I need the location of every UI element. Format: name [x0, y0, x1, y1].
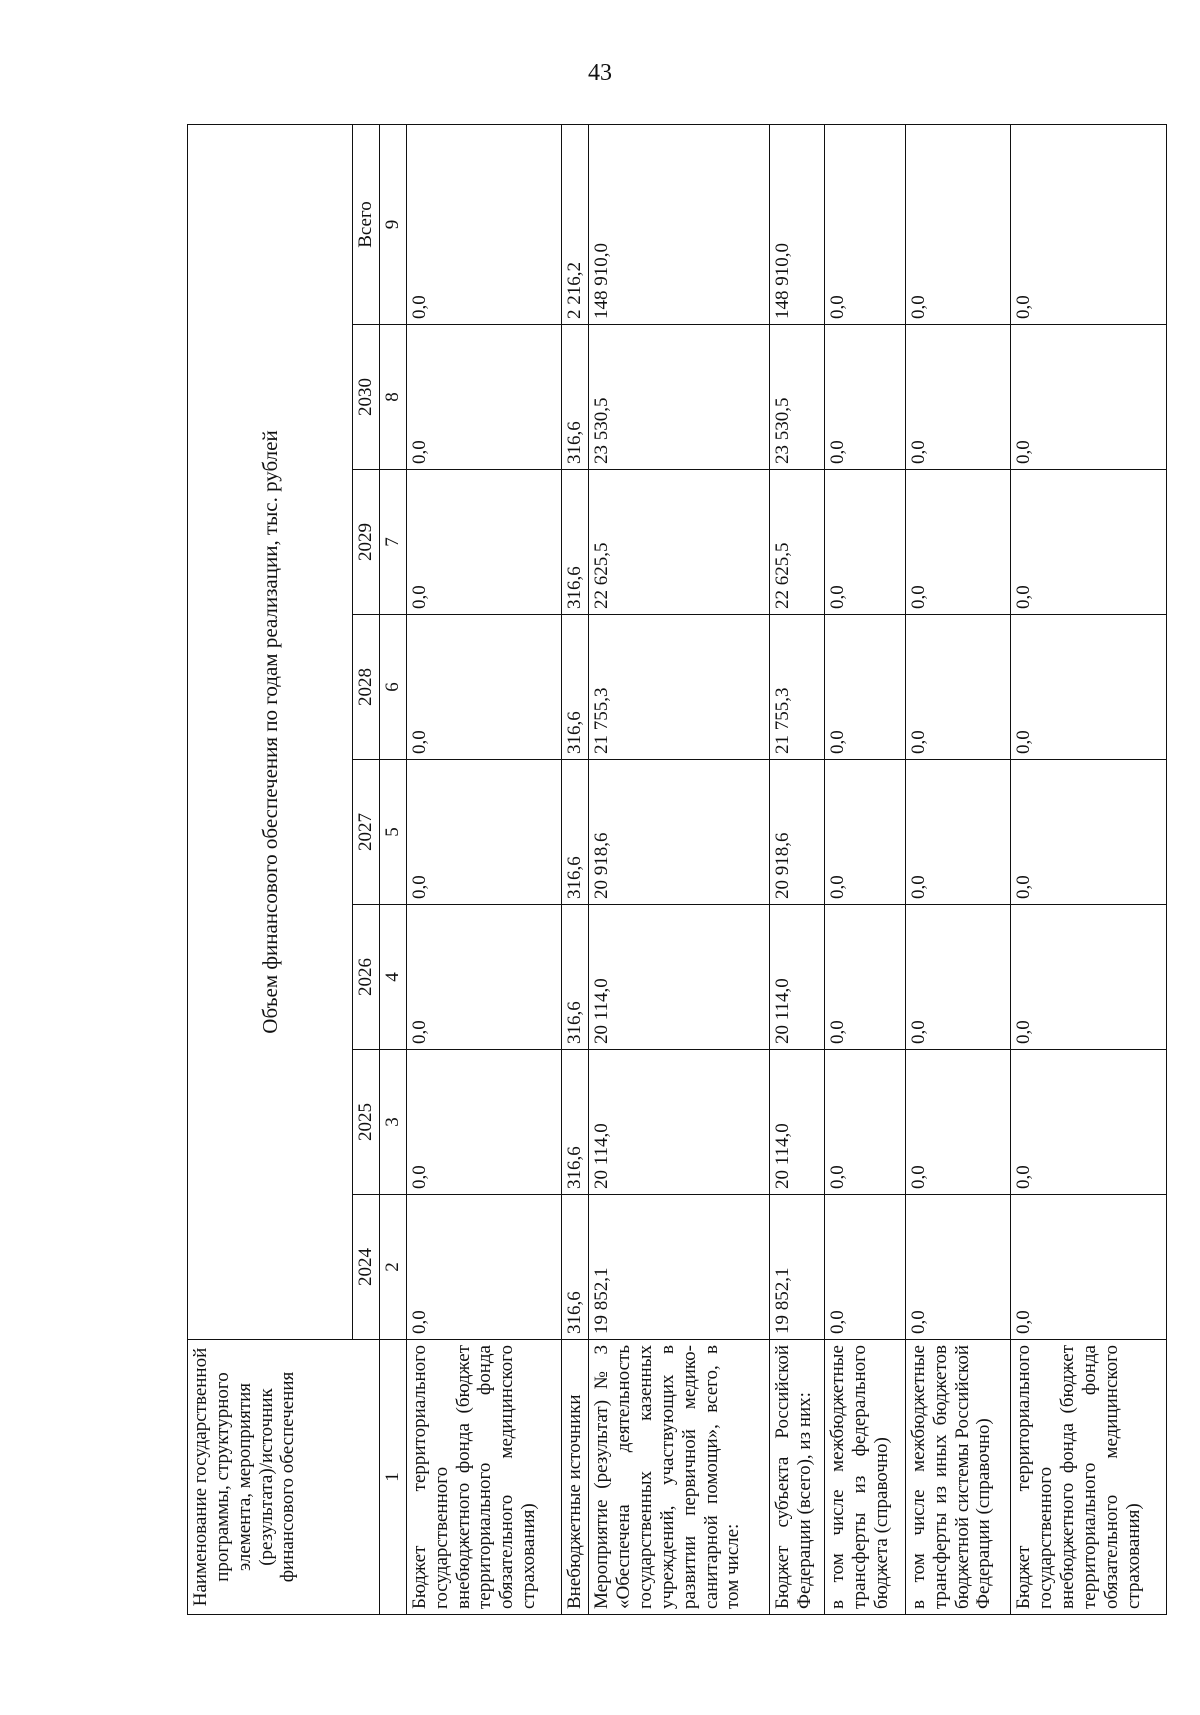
total-header: Всего [353, 124, 380, 324]
value-cell: 0,0 [406, 1195, 561, 1340]
table-row [562, 124, 589, 1614]
value-cell: 2 216,2 [562, 124, 589, 324]
financing-table [187, 124, 1167, 1615]
value-cell: 0,0 [406, 1050, 561, 1195]
value-cell: 0,0 [825, 905, 906, 1050]
value-cell: 316,6 [562, 760, 589, 905]
value-cell: 316,6 [562, 470, 589, 615]
value-cell: 20 114,0 [769, 1050, 825, 1195]
column-index: 3 [380, 1050, 407, 1195]
value-cell: 0,0 [406, 905, 561, 1050]
year-header-2025: 2025 [353, 1050, 380, 1195]
value-cell: 0,0 [905, 1195, 1011, 1340]
name-column-header: Наименование государственной программы, структурного элемента, мероприятия (результата)/источник финансового обеспечения [188, 1340, 380, 1615]
value-cell: 0,0 [1011, 1195, 1167, 1340]
year-header-2029: 2029 [353, 470, 380, 615]
column-index: 9 [380, 124, 407, 324]
value-cell: 0,0 [406, 325, 561, 470]
value-cell: 0,0 [1011, 1050, 1167, 1195]
value-cell: 19 852,1 [589, 1195, 769, 1340]
value-cell: 316,6 [562, 905, 589, 1050]
value-cell: 0,0 [905, 905, 1011, 1050]
column-index: 2 [380, 1195, 407, 1340]
value-cell: 20 918,6 [769, 760, 825, 905]
value-cell: 21 755,3 [769, 615, 825, 760]
rotated-table-wrapper [187, 125, 1167, 1615]
value-cell: 19 852,1 [769, 1195, 825, 1340]
year-header-2030: 2030 [353, 325, 380, 470]
row-label: Мероприятие (результат) № 3 «Обеспечена деятельность государственных казенных учреждений, участвующих в развитии первичной медико-санитарной помощи», всего, в том числе: [589, 1340, 769, 1615]
column-index: 5 [380, 760, 407, 905]
year-header-2027: 2027 [353, 760, 380, 905]
value-cell: 0,0 [825, 325, 906, 470]
value-cell: 20 114,0 [589, 905, 769, 1050]
value-cell: 0,0 [825, 124, 906, 324]
table-row [406, 124, 561, 1614]
value-cell: 0,0 [905, 615, 1011, 760]
value-cell: 21 755,3 [589, 615, 769, 760]
value-cell: 0,0 [905, 1050, 1011, 1195]
value-cell: 316,6 [562, 1195, 589, 1340]
row-label: в том числе межбюджетные трансферты из иных бюджетов бюджетной системы Российской Федерации (справочно) [905, 1340, 1011, 1615]
value-cell: 148 910,0 [769, 124, 825, 324]
value-cell: 23 530,5 [589, 325, 769, 470]
value-cell: 0,0 [406, 615, 561, 760]
table-row [1011, 124, 1167, 1614]
value-cell: 0,0 [825, 1050, 906, 1195]
row-label: Бюджет территориального государственного внебюджетного фонда (бюджет территориального фонда обязательного медицинского страхования) [1011, 1340, 1167, 1615]
value-cell: 22 625,5 [769, 470, 825, 615]
value-cell: 20 114,0 [769, 905, 825, 1050]
value-cell: 0,0 [905, 124, 1011, 324]
year-header-2024: 2024 [353, 1195, 380, 1340]
row-label: Бюджет территориального государственного внебюджетного фонда (бюджет территориального фонда обязательного медицинского страхования) [406, 1340, 561, 1615]
year-header-2028: 2028 [353, 615, 380, 760]
value-cell: 316,6 [562, 615, 589, 760]
value-cell: 148 910,0 [589, 124, 769, 324]
value-cell: 0,0 [1011, 325, 1167, 470]
value-cell: 0,0 [1011, 905, 1167, 1050]
value-cell: 0,0 [406, 470, 561, 615]
value-cell: 0,0 [406, 124, 561, 324]
column-index: 4 [380, 905, 407, 1050]
table-row [905, 124, 1011, 1614]
year-header-2026: 2026 [353, 905, 380, 1050]
column-index: 6 [380, 615, 407, 760]
page-number: 43 [588, 60, 612, 86]
value-cell: 0,0 [905, 760, 1011, 905]
value-cell: 22 625,5 [589, 470, 769, 615]
value-cell: 23 530,5 [769, 325, 825, 470]
value-cell: 0,0 [1011, 124, 1167, 324]
value-cell: 0,0 [1011, 760, 1167, 905]
table-row [825, 124, 906, 1614]
value-cell: 20 918,6 [589, 760, 769, 905]
table-row [769, 124, 825, 1614]
volume-group-header: Объем финансового обеспечения по годам реализации, тыс. рублей [188, 124, 353, 1339]
value-cell: 0,0 [406, 760, 561, 905]
column-index: 1 [380, 1340, 407, 1615]
value-cell: 0,0 [905, 325, 1011, 470]
table-row [589, 124, 769, 1614]
column-index: 7 [380, 470, 407, 615]
row-label: в том числе межбюджетные трансферты из федерального бюджета (справочно) [825, 1340, 906, 1615]
column-index: 8 [380, 325, 407, 470]
value-cell: 0,0 [905, 470, 1011, 615]
value-cell: 20 114,0 [589, 1050, 769, 1195]
value-cell: 0,0 [1011, 615, 1167, 760]
row-label: Внебюджетные источники [562, 1340, 589, 1615]
value-cell: 0,0 [825, 470, 906, 615]
value-cell: 316,6 [562, 1050, 589, 1195]
value-cell: 0,0 [1011, 470, 1167, 615]
value-cell: 0,0 [825, 760, 906, 905]
row-label: Бюджет субъекта Российской Федерации (всего), из них: [769, 1340, 825, 1615]
value-cell: 316,6 [562, 325, 589, 470]
value-cell: 0,0 [825, 615, 906, 760]
value-cell: 0,0 [825, 1195, 906, 1340]
